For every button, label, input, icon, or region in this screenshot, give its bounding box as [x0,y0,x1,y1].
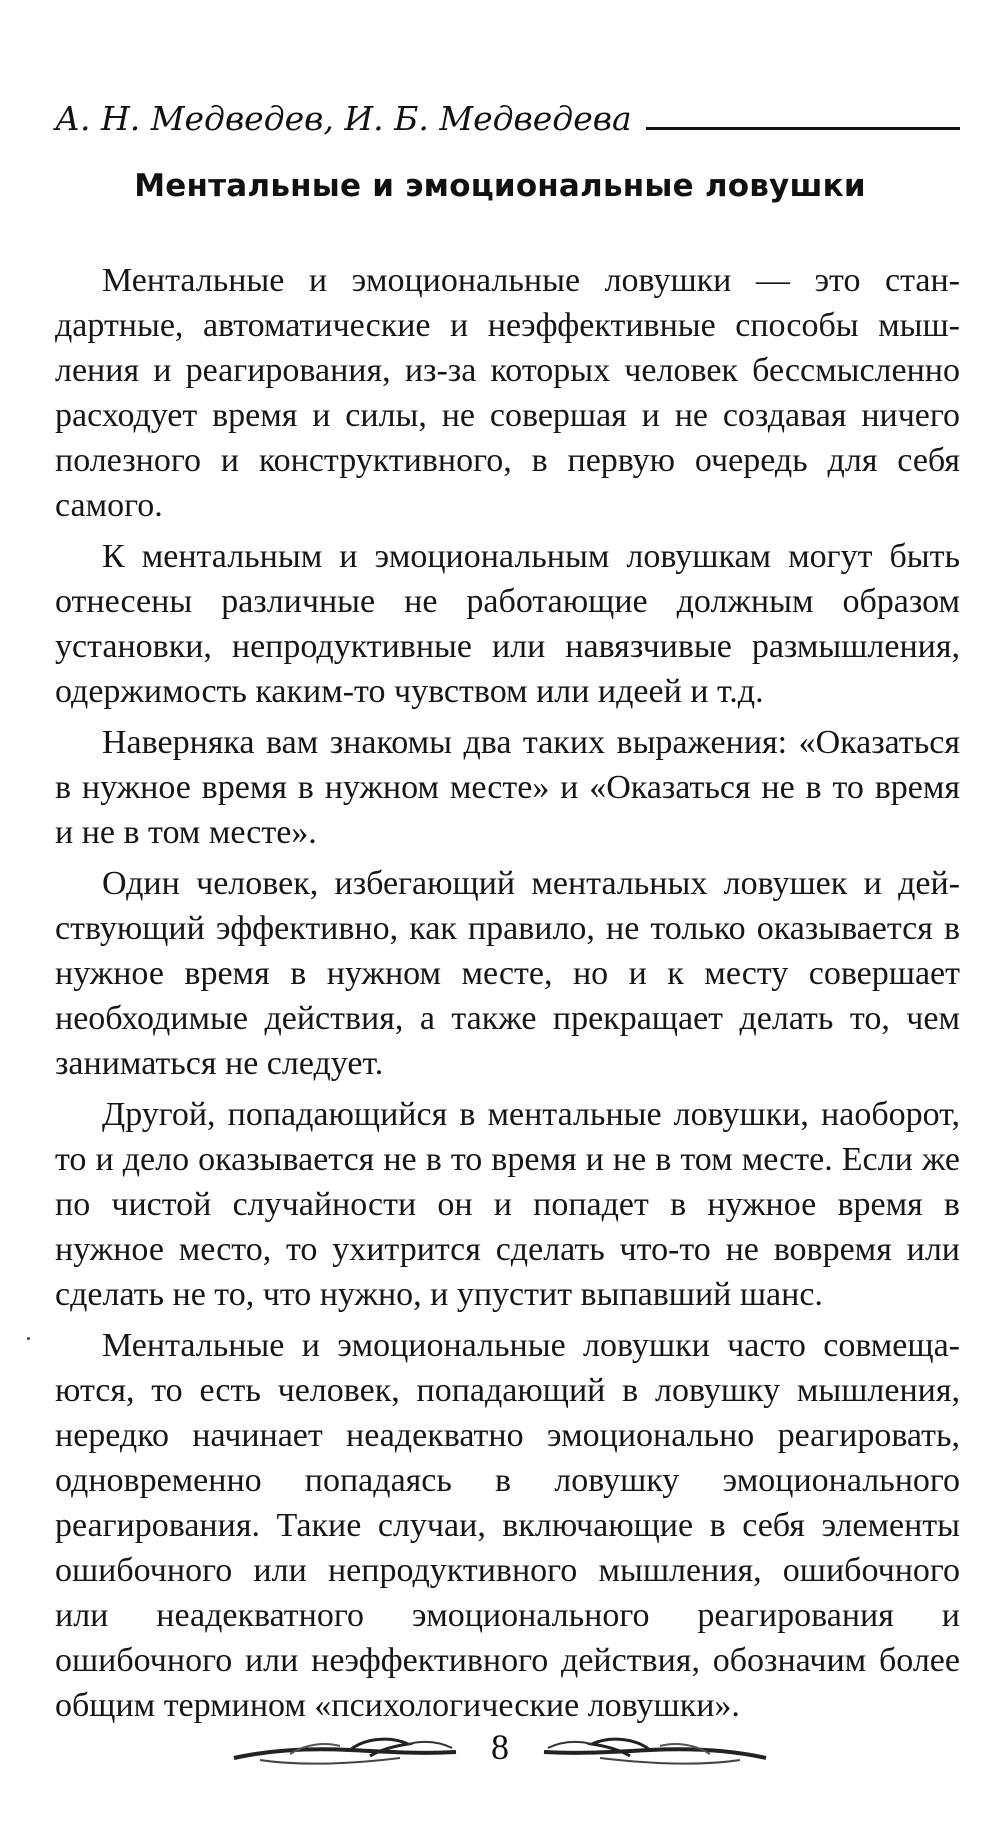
paragraph: Другой, попадающийся в ментальные ловушки, наоборот, то и дело оказывается не в то время и не в том месте. Если же по чистой случайности он и попадет в нужное время в нужное место, то ухитрится сделать что-то не вовремя или сделать не то, что нужно, и упустит выпавший шанс. [55,1096,960,1313]
header-authors: А. Н. Медведев, И. Б. Медведева [55,99,632,138]
header-rule [646,127,960,130]
running-header [55,88,960,138]
chapter-title: Ментальные и эмоциональные ловушки [134,168,866,204]
paragraph: Один человек, избегающий ментальных ловушек и действующий эффективно, как правило, не только оказывается в нужное время в нужном месте, но и к месту совершает необходимые действия, а также прекращает делать то, чем заниматься не следует. [55,865,960,1082]
scan-speck [27,1337,30,1340]
paragraph: Ментальные и эмоциональные ловушки часто совмещаются, то есть человек, попадающий в ловушку мышления, нередко начинает неадекватно эмоционально реагировать, одновременно попадаясь в ловушку эмоционального реагирования. Такие случаи, включающие в себя элементы ошибочного или непродуктивного мышления, ошибочного или неадекватного эмоционального реагирования и ошибочного или неэффективного действия, обозначим более общим термином «психологические ловушки». [55,1327,960,1724]
page-footer [230,1720,770,1780]
body-text [55,258,960,1734]
page-number: 8 [491,1727,509,1767]
right-flourish-icon [540,1728,770,1772]
paragraph: Наверняка вам знакомы два таких выражения: «Оказаться в нужное время в нужном месте» и «Оказаться не в то время и не в том месте». [55,724,960,851]
paragraph: Ментальные и эмоциональные ловушки — это стандартные, автоматические и неэффективные способы мышления и реагирования, из-за которых человек бессмысленно расходует время и силы, не совершая и не создавая ничего полезного и конструктивного, в первую очередь для себя самого. [55,262,960,524]
paragraph: К ментальным и эмоциональным ловушкам могут быть отнесены различные не работающие должным образом установки, непродуктивные или навязчивые размышления, одержимость каким-то чувством или идеей и т.д. [55,538,960,710]
left-flourish-icon [230,1728,460,1772]
